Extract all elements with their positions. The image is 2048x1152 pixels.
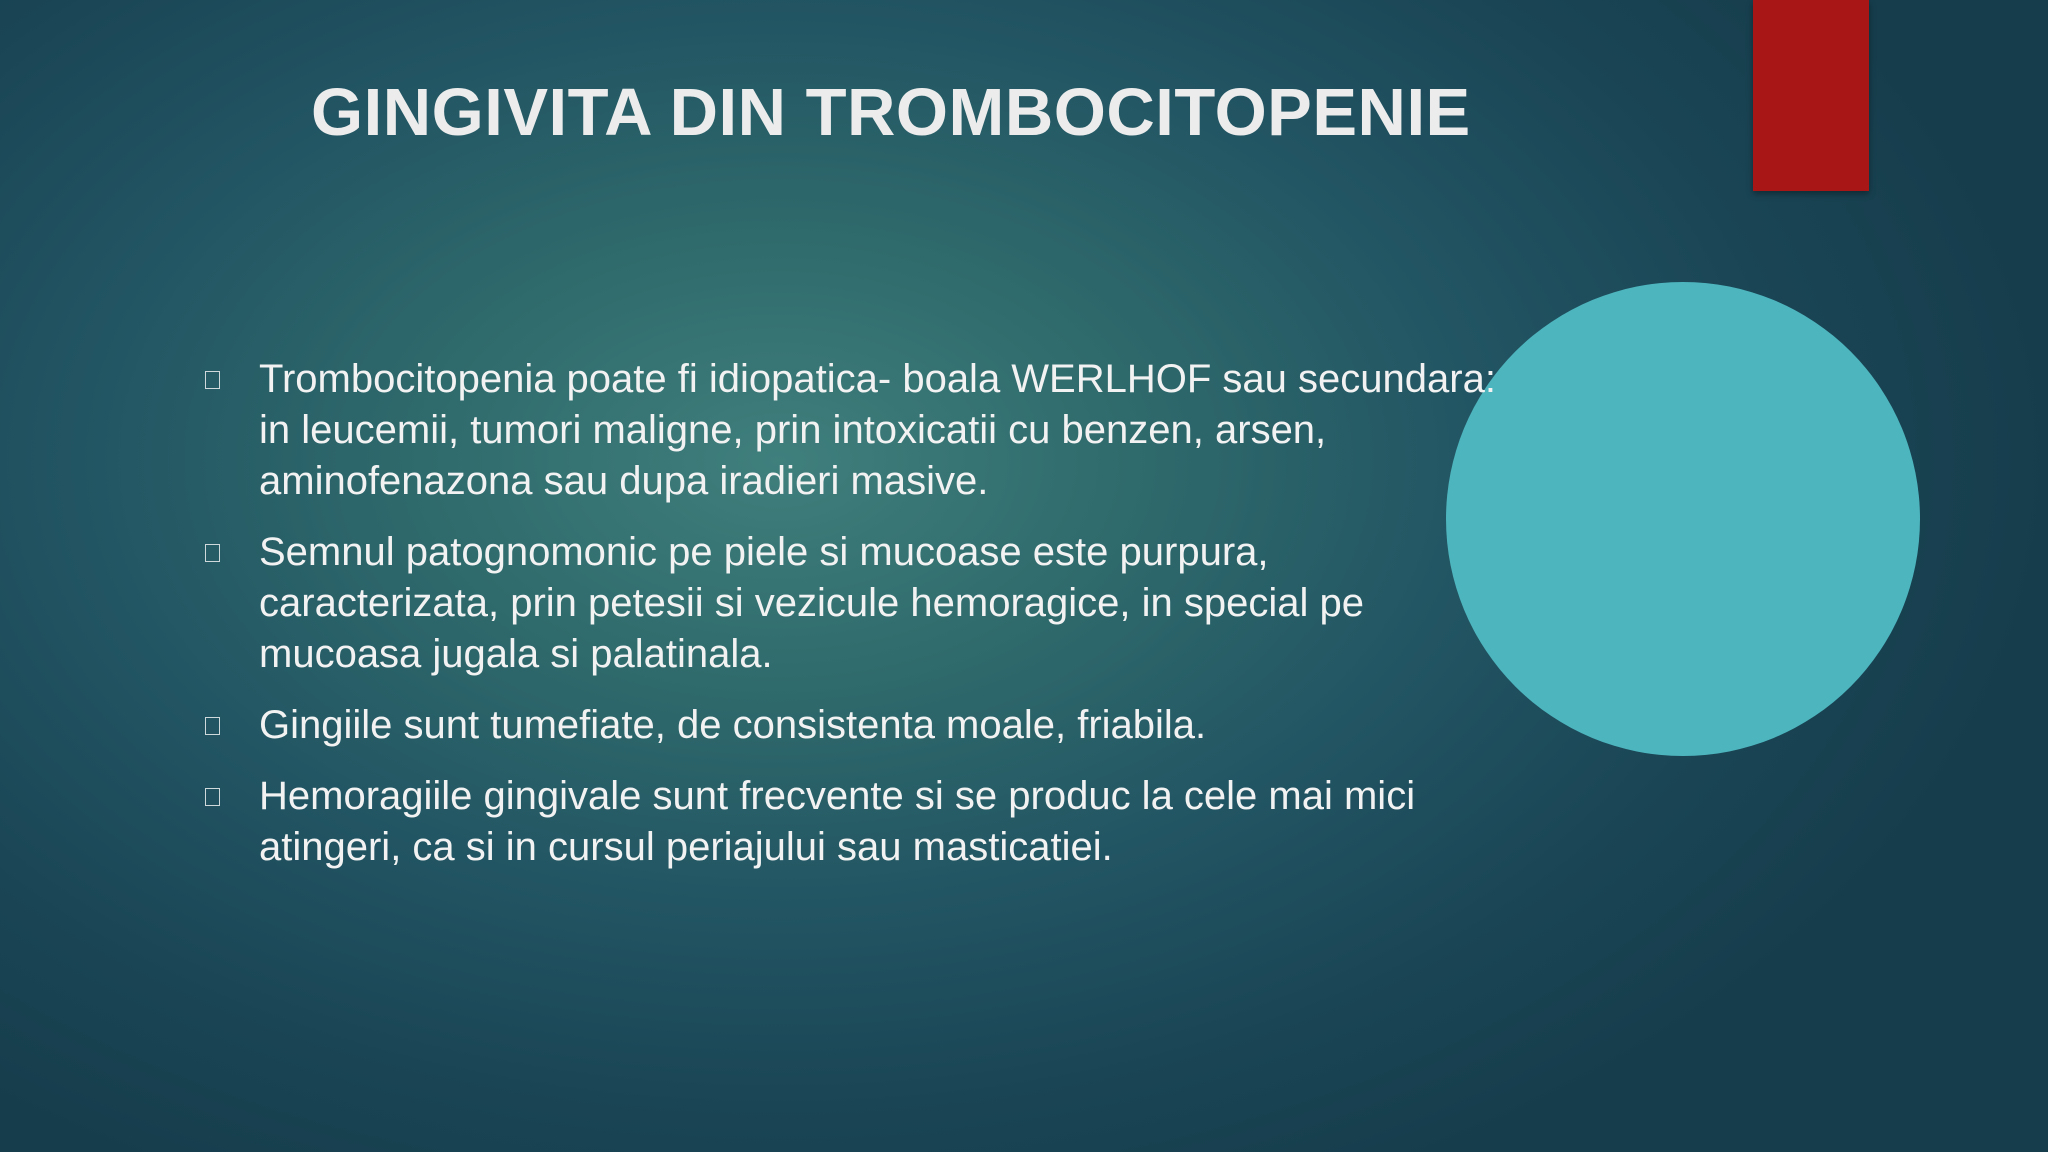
- bullet-text-line: Trombocitopenia poate fi idiopatica- boala WERLHOF sau secundara:: [259, 357, 1496, 401]
- bullet-item: [200, 354, 1600, 507]
- bullet-square-icon: [205, 717, 220, 735]
- bullet-text-line: aminofenazona sau dupa iradieri masive.: [259, 459, 989, 503]
- bullet-text-line: mucoasa jugala si palatinala.: [259, 632, 773, 676]
- bullet-item: [200, 527, 1600, 680]
- bullet-list: [200, 354, 1600, 893]
- bullet-text-line: caracterizata, prin petesii si vezicule hemoragice, in special pe: [259, 581, 1364, 625]
- bullet-square-icon: [205, 788, 220, 806]
- slide-title: GINGIVITA DIN TROMBOCITOPENIE: [311, 75, 1471, 150]
- red-accent-tab: [1753, 0, 1869, 191]
- bullet-item: [200, 771, 1600, 873]
- bullet-item: [200, 700, 1600, 751]
- bullet-square-icon: [205, 371, 220, 389]
- bullet-text-line: Gingiile sunt tumefiate, de consistenta moale, friabila.: [259, 703, 1207, 747]
- bullet-text-line: Hemoragiile gingivale sunt frecvente si se produc la cele mai mici: [259, 774, 1416, 818]
- bullet-text-line: Semnul patognomonic pe piele si mucoase este purpura,: [259, 530, 1269, 574]
- bullet-text-line: in leucemii, tumori maligne, prin intoxicatii cu benzen, arsen,: [259, 408, 1327, 452]
- bullet-square-icon: [205, 544, 220, 562]
- bullet-text-line: atingeri, ca si in cursul periajului sau masticatiei.: [259, 825, 1113, 869]
